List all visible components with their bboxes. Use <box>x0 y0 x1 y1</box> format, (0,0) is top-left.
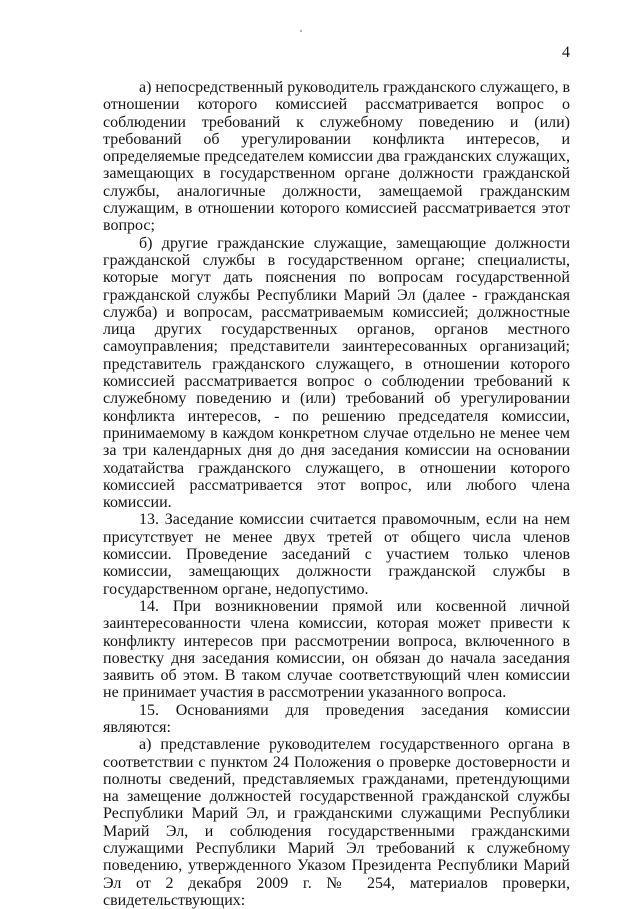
page-number: 4 <box>562 44 570 61</box>
paragraph-12b: б) другие гражданские служащие, замещающие должности гражданской службы в государственном органе; специалисты, которые могут дать пояснения по вопросам государственной гражданской службы Республики Марий Эл (далее - гражданская служба) и вопросам, рассматриваемым комиссией; должностные лица других государственных органов, органов местного самоуправления; представители заинтересованных организаций; представитель гражданского служащего, в отношении которого комиссией рассматривается вопрос о соблюдении требований к служебному поведению и (или) требований об урегулировании конфликта интересов, - по решению председателя комиссии, принимаемому в каждом конкретном случае отдельно не менее чем за три календарных дня до дня заседания комиссии на основании ходатайства гражданского служащего, в отношении которого комиссией рассматривается этот вопрос, или любого члена комиссии. <box>103 234 570 512</box>
paragraph-15a: а) представление руководителем государственного органа в соответствии с пунктом 24 Положения о проверке достоверности и полноты сведений, представляемых гражданами, претендующими на замещение должностей государственной гражданской службы Республики Марий Эл, и гражданскими служащими Республики Марий Эл, и соблюдения государственными гражданскими служащими Республики Марий Эл требований к служебному поведению, утвержденного Указом Президента Республики Марий Эл от 2 декабря 2009 г. № 254, материалов проверки, свидетельствующих: <box>103 736 570 909</box>
paragraph-13: 13. Заседание комиссии считается правомочным, если на нем присутствует не менее двух третей от общего числа членов комиссии. Проведение заседаний с участием только членов комиссии, замещающих должности гражданской службы в государственном органе, недопустимо. <box>103 511 570 598</box>
scan-speck <box>300 30 302 32</box>
paragraph-12a: а) непосредственный руководитель гражданского служащего, в отношении которого комиссией рассматривается вопрос о соблюдении требований к служебному поведению и (или) требований об урегулировании конфликта интересов, и определяемые председателем комиссии два гражданских служащих, замещающих в государственном органе должности гражданской службы, аналогичные должности, замещаемой гражданским служащим, в отношении которого комиссией рассматривается этот вопрос; <box>103 79 571 235</box>
paragraph-14: 14. При возникновении прямой или косвенной личной заинтересованности члена комиссии, которая может привести к конфликту интересов при рассмотрении вопроса, включенного в повестку дня заседания комиссии, он обязан до начала заседания заявить об этом. В таком случае соответствующий член комиссии не принимает участия в рассмотрении указанного вопроса. <box>103 597 570 702</box>
paragraph-15: 15. Основаниями для проведения заседания комиссии являются: <box>103 701 570 736</box>
document-body <box>103 79 570 909</box>
